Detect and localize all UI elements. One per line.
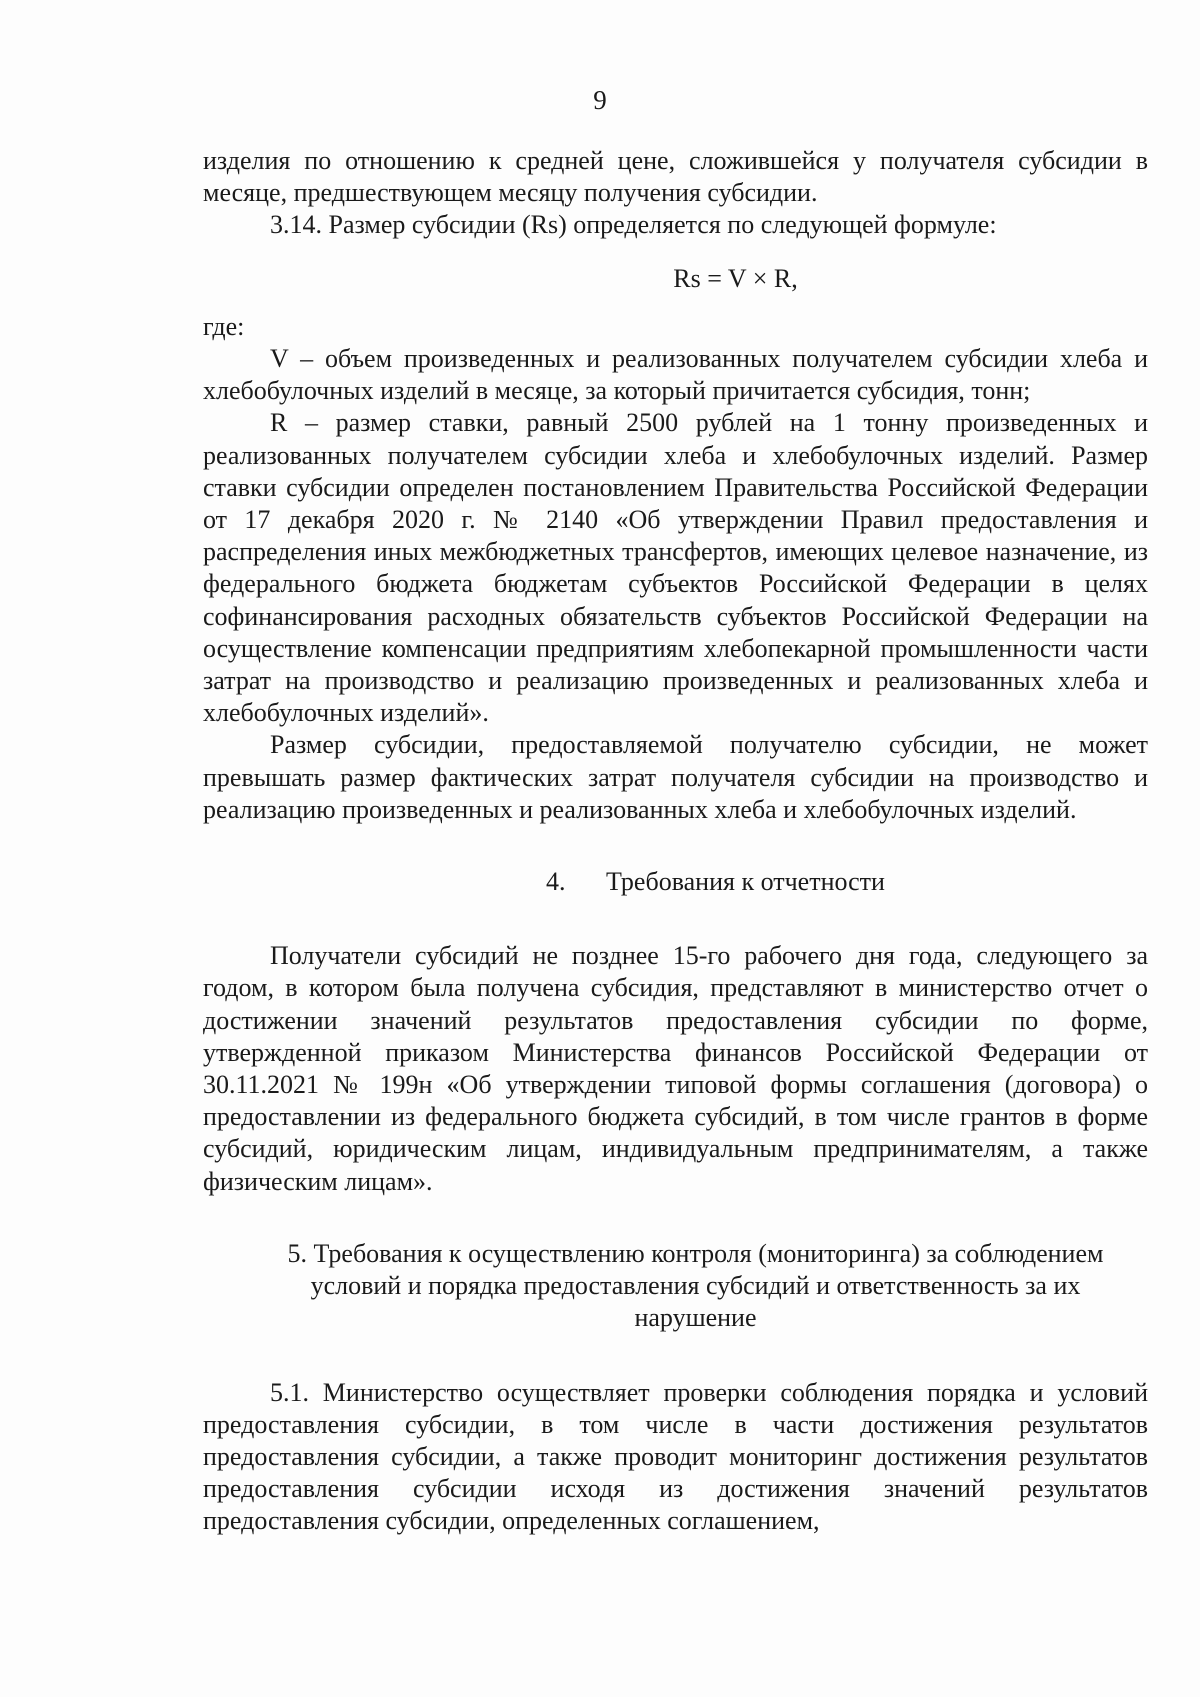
paragraph-r-definition: R – размер ставки, равный 2500 рублей на 1 тонну произведенных и реализованных получателем субсидии хлеба и хлебобулочных изделий. Размер ставки субсидии определен постановлением Правительства Российской Федерации от 17 декабря 2020 г. № 2140 «Об утверждении Правил предоставления и распределения иных межбюджетных трансфертов, имеющих целевое назначение, из федерального бюджета бюджетам субъектов Российской Федерации в целях софинансирования расходных обязательств субъектов Российской Федерации на осуществление компенсации предприятиям хлебопекарной промышленности части затрат на производство и реализацию произведенных и реализованных хлеба и хлебобулочных изделий». — [203, 408, 1148, 728]
section-5-title-line-3: нарушение — [634, 1303, 757, 1333]
document-body — [203, 145, 1148, 1538]
formula: Rs = V × R, — [673, 263, 798, 293]
section-5-heading — [203, 1238, 1148, 1335]
paragraph-v-definition: V – объем произведенных и реализованных получателем субсидии хлеба и хлебобулочных изделий в месяце, за который причитается субсидия, тонн; — [203, 344, 1148, 406]
paragraph-continuation: изделия по отношению к средней цене, сложившейся у получателя субсидии в месяце, предшествующем месяцу получения субсидии. — [203, 146, 1148, 208]
section-4-heading — [203, 866, 1148, 898]
paragraph-3-14: 3.14. Размер субсидии (Rs) определяется по следующей формуле: — [270, 210, 997, 240]
paragraph-subsidy-limit: Размер субсидии, предоставляемой получателю субсидии, не может превышать размер фактических затрат получателя субсидии на производство и реализацию произведенных и реализованных хлеба и хлебобулочных изделий. — [203, 730, 1148, 824]
paragraph-reporting: Получатели субсидий не позднее 15-го рабочего дня года, следующего за годом, в котором была получена субсидия, представляют в министерство отчет о достижении значений результатов предоставления субсидии по форме, утвержденной приказом Министерства финансов Российской Федерации от 30.11.2021 № 199н «Об утверждении типовой формы соглашения (договора) о предоставлении из федерального бюджета субсидий, в том числе грантов в форме субсидий, юридическим лицам, индивидуальным предпринимателям, а также физическим лицам». — [203, 941, 1148, 1196]
section-5-title-line-2: условий и порядка предоставления субсидий и ответственность за их — [310, 1271, 1081, 1301]
section-4-number: 4. — [546, 867, 566, 897]
page-number: 9 — [593, 85, 607, 115]
section-4-title: Требования к отчетности — [606, 867, 885, 897]
paragraph-5-1: 5.1. Министерство осуществляет проверки соблюдения порядка и условий предоставления субсидии, в том числе в части достижения результатов предоставления субсидии, а также проводит мониторинг достижения результатов предоставления субсидии исходя из достижения значений результатов предоставления субсидии, определенных соглашением, — [203, 1377, 1148, 1536]
section-5-title-line-1: 5. Требования к осуществлению контроля (мониторинга) за соблюдением — [287, 1238, 1104, 1268]
where-label: где: — [203, 311, 245, 341]
